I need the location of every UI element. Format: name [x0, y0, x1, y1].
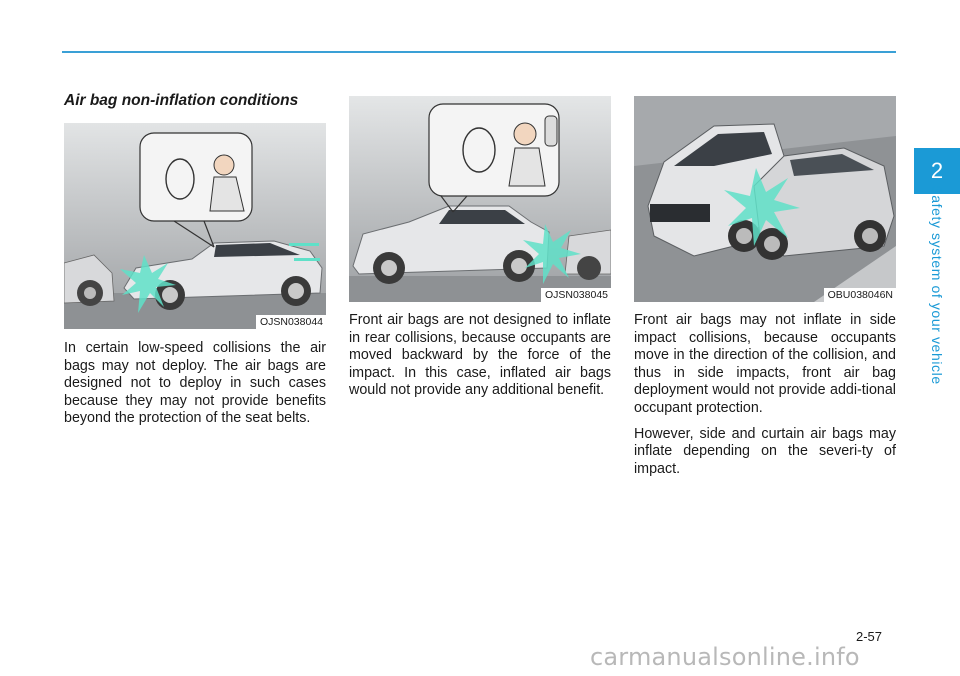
figure-side-collision	[634, 96, 896, 302]
section-number: 2	[930, 158, 944, 183]
paragraph: However, side and curtain air bags may inflate depending on the severi-ty of impact.	[634, 425, 896, 477]
page-number: 2-57	[856, 629, 883, 644]
text-column-rear	[349, 312, 611, 408]
paragraph: Front air bags are not designed to inflate in rear collisions, because occupants are moved backward by the force of the impact. In this case, inflated air bags would not provide any additional benefit.	[349, 312, 611, 399]
text-column-side	[634, 312, 896, 486]
figure-code: OBU038046N	[824, 288, 896, 302]
text-column-low-speed	[64, 340, 326, 436]
figure-code: OJSN038044	[256, 315, 326, 329]
watermark[interactable]: carmanualsonline.info	[590, 643, 860, 671]
rear-collision-illustration	[349, 96, 611, 302]
low-speed-collision-illustration	[64, 123, 326, 329]
section-title: Safety system of your vehicle	[929, 185, 945, 385]
section-heading: Air bag non-inflation conditions	[64, 92, 299, 109]
side-collision-illustration	[634, 96, 896, 302]
figure-rear-collision	[349, 96, 611, 302]
figure-code: OJSN038045	[541, 288, 611, 302]
paragraph: Front air bags may not inflate in side impact collisions, because occupants move in the direction of the collision, and thus in side impacts, front air bag deployment would not provide addi-tional occupant protection.	[634, 312, 896, 416]
figure-low-speed-collision	[64, 123, 326, 329]
paragraph: In certain low-speed collisions the air bags may not deploy. The air bags are designed not to deploy in such cases because they may not provide benefits beyond the protection of the seat belts.	[64, 340, 326, 427]
top-rule	[62, 51, 896, 53]
